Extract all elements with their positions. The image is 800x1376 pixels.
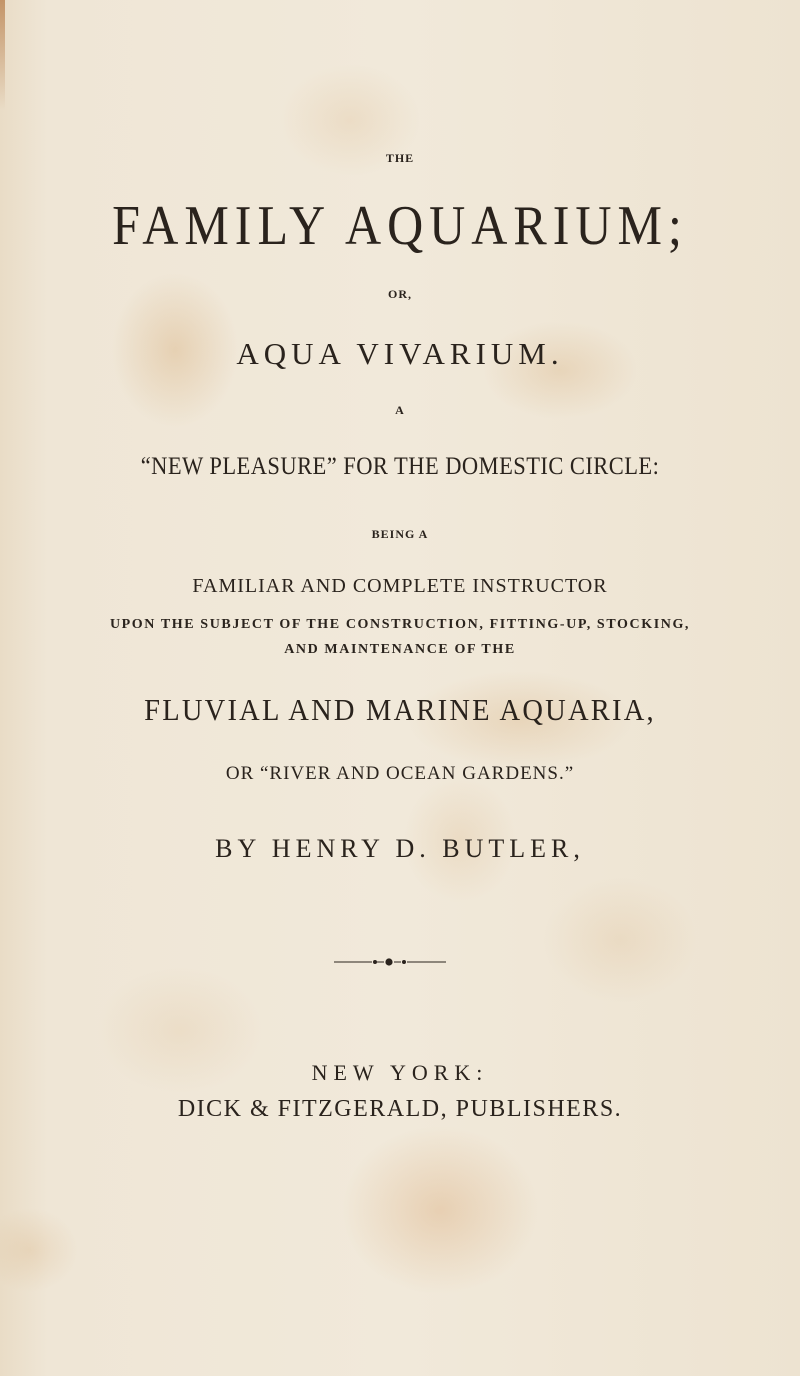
place-of-publication: NEW YORK: [311,1060,489,1085]
article-a: A [395,403,405,417]
fluvial-line: FLUVIAL AND MARINE AQUARIA, [144,692,656,727]
being-a-label: BEING A [371,527,429,541]
gardens-line: OR “RIVER AND OCEAN GARDENS.” [225,763,575,784]
ornament-rule-icon [334,953,446,971]
publisher-line: DICK & FITZGERALD, PUBLISHERS. [177,1096,623,1122]
margin-stain [0,0,5,110]
main-title: FAMILY AQUARIUM; [112,193,688,257]
subtitle: AQUA VIVARIUM. [236,336,564,371]
or-label: OR, [388,287,412,301]
pleasure-line: “NEW PLEASURE” FOR THE DOMESTIC CIRCLE: [140,453,660,480]
instructor-line: FAMILIAR AND COMPLETE INSTRUCTOR [192,575,608,597]
subject-line: UPON THE SUBJECT OF THE CONSTRUCTION, FITTING-UP, STOCKING, [109,617,691,632]
maintenance-line: AND MAINTENANCE OF THE [284,642,516,657]
author-line: BY HENRY D. BUTLER, [215,834,585,863]
the-label: THE [385,151,415,165]
